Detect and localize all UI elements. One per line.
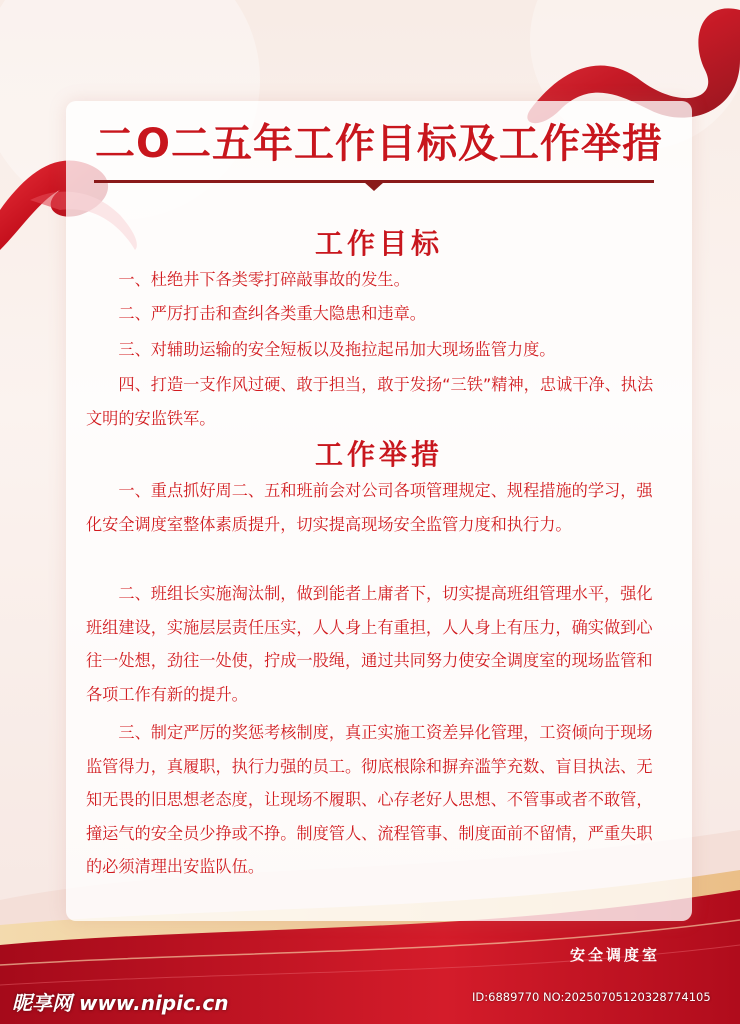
measure-item: 二、班组长实施淘汰制，做到能者上庸者下，切实提高班组管理水平，强化班组建设，实施层层责任压实，人人身上有重担，人人身上有压力，确实做到心往一处想，劲往一处使，拧成一股绳，通过共同努力使安全调度室的现场监管和各项工作有新的提升。 bbox=[86, 584, 653, 704]
footer-department: 安全调度室 bbox=[569, 946, 660, 964]
goals-heading: 工作目标 bbox=[314, 227, 443, 260]
goal-item: 一、杜绝井下各类零打碎敲事故的发生。 bbox=[118, 270, 410, 289]
goal-item: 三、对辅助运输的安全短板以及拖拉起吊加大现场监管力度。 bbox=[118, 340, 556, 359]
watermark-site: 昵享网 www.nipic.cn bbox=[12, 991, 229, 1015]
watermark-id: ID:6889770 NO:20250705120328774105 bbox=[472, 990, 711, 1004]
goal-item: 二、严厉打击和查纠各类重大隐患和违章。 bbox=[118, 304, 426, 323]
goal-item: 四、打造一支作风过硬、敢于担当，敢于发扬“三铁”精神，忠诚干净、执法文明的安监铁军。 bbox=[86, 375, 654, 428]
measure-item: 三、制定严厉的奖惩考核制度，真正实施工资差异化管理，工资倾向于现场监管得力，真履职，执行力强的员工。彻底根除和摒弃滥竽充数、盲目执法、无知无畏的旧思想老态度，让现场不履职、心存老好人思想、不管事或者不敢管，撞运气的安全员少挣或不挣。制度管人、流程管事、制度面前不留情，严重失职的必须清理出安监队伍。 bbox=[86, 723, 653, 876]
measures-heading: 工作举措 bbox=[314, 438, 443, 471]
measure-item: 一、重点抓好周二、五和班前会对公司各项管理规定、规程措施的学习，强化安全调度室整体素质提升，切实提高现场安全监管力度和执行力。 bbox=[86, 481, 653, 534]
poster-title: 二O二五年工作目标及工作举措 bbox=[94, 121, 663, 167]
title-underline bbox=[94, 180, 654, 183]
